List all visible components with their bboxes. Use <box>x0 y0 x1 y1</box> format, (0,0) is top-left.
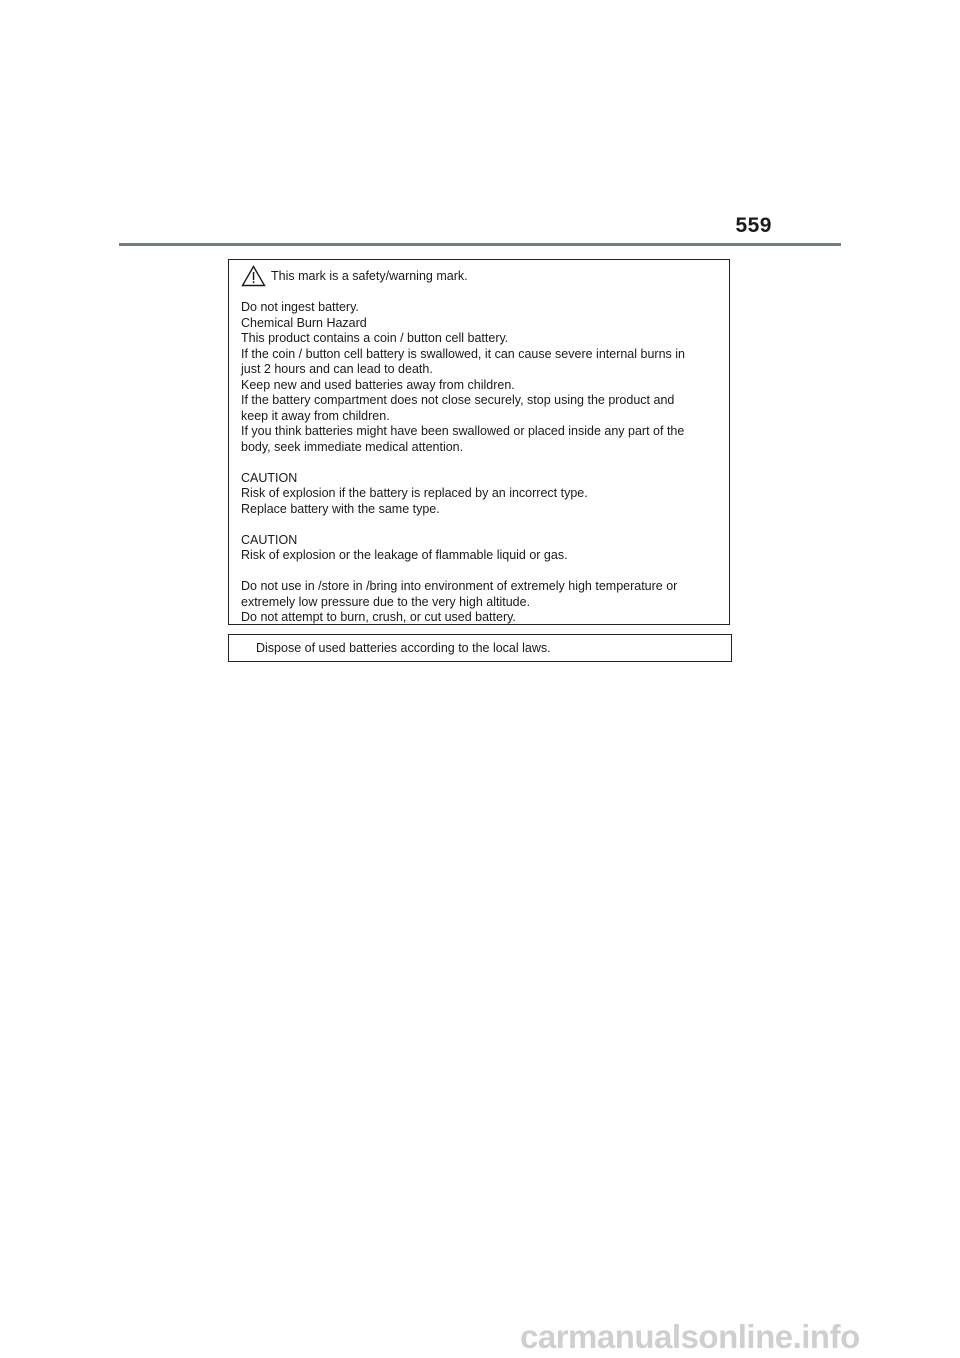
warning-line: Keep new and used batteries away from children. <box>241 377 515 392</box>
warning-line: If you think batteries might have been swallowed or placed inside any part of the <box>241 424 685 438</box>
ingestion-warning-paragraph <box>241 300 717 455</box>
warning-line: Risk of explosion if the battery is replaced by an incorrect type. <box>241 486 588 500</box>
warning-line: Do not use in /store in /bring into environment of extremely high temperature or <box>241 579 678 593</box>
disposal-notice-box <box>228 634 732 662</box>
battery-warning-box <box>228 259 730 625</box>
warning-line: extremely low pressure due to the very high altitude. <box>241 594 531 609</box>
warning-line: Risk of explosion or the leakage of flammable liquid or gas. <box>241 548 568 562</box>
caution-heading: CAUTION <box>241 470 298 485</box>
warning-line: just 2 hours and can lead to death. <box>241 362 433 376</box>
site-watermark: carmanualsonline.info <box>520 1318 860 1355</box>
warning-line: keep it away from children. <box>241 408 390 423</box>
warning-line: body, seek immediate medical attention. <box>241 439 464 454</box>
warning-line: Do not ingest battery. <box>241 300 359 314</box>
warning-line: If the battery compartment does not close securely, stop using the product and <box>241 393 675 407</box>
caution-explosion-paragraph <box>241 533 717 564</box>
warning-line: Chemical Burn Hazard <box>241 315 367 330</box>
warning-line: If the coin / button cell battery is swallowed, it can cause severe internal burns in <box>241 346 685 361</box>
header-rule <box>119 243 841 246</box>
warning-line: Replace battery with the same type. <box>241 501 440 516</box>
caution-replacement-paragraph <box>241 471 717 518</box>
warning-mark-label: This mark is a safety/warning mark. <box>271 269 468 283</box>
warning-line: Do not attempt to burn, crush, or cut used battery. <box>241 610 516 624</box>
page-number: 559 <box>735 214 772 237</box>
warning-line: This product contains a coin / button cell battery. <box>241 331 509 345</box>
caution-heading: CAUTION <box>241 532 298 547</box>
environment-warning-paragraph <box>241 579 717 626</box>
disposal-notice-text: Dispose of used batteries according to the local laws. <box>256 641 551 655</box>
warning-triangle-icon <box>241 265 266 287</box>
warning-body <box>241 300 717 626</box>
